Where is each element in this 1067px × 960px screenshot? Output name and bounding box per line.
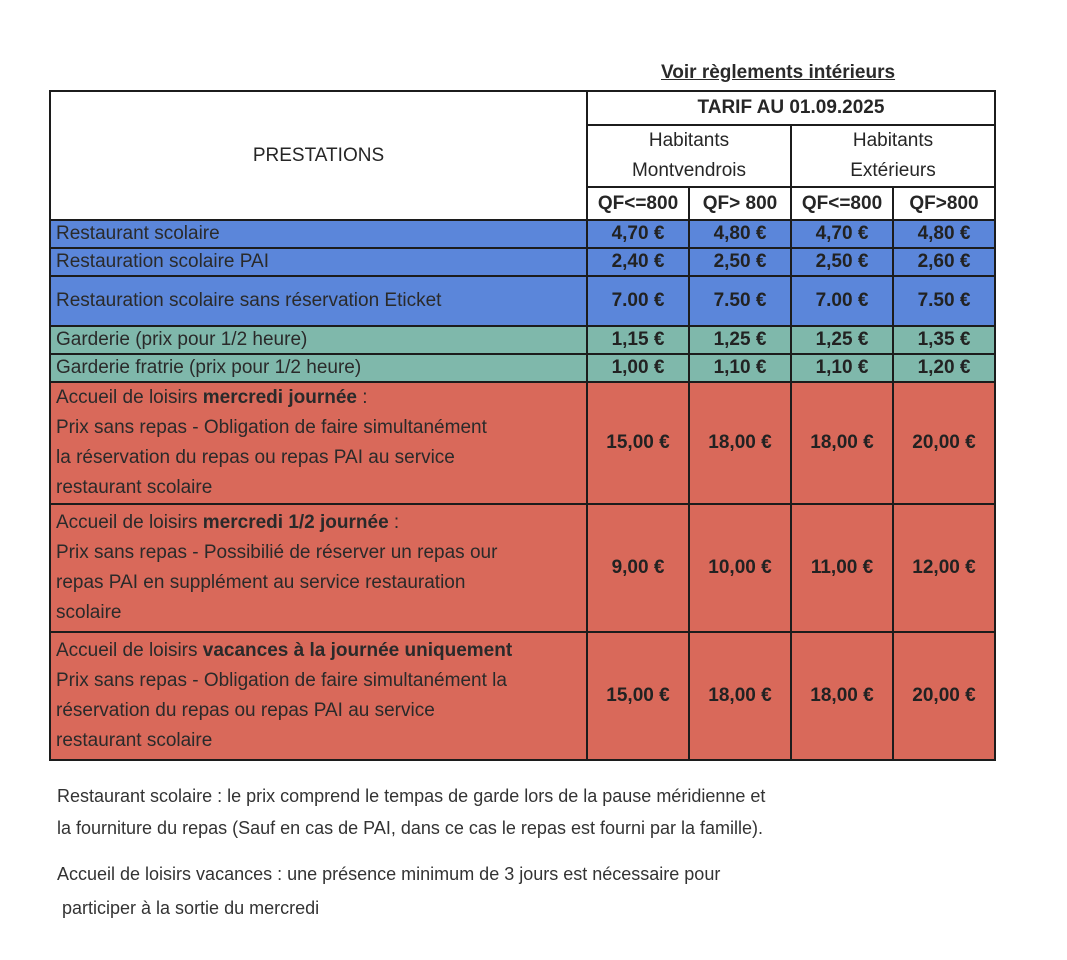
qf-column-header: QF>800 — [893, 187, 995, 220]
price-cell: 12,00 € — [893, 504, 995, 632]
label-suffix: : — [356, 387, 368, 408]
price-cell: 4,80 € — [893, 220, 995, 248]
group1-line1: Habitants — [648, 130, 730, 151]
note-vacances-line1: Accueil de loisirs vacances : une présence minimum de 3 jours est nécessaire pour — [57, 864, 721, 884]
price-cell: 2,50 € — [689, 248, 791, 276]
price-cell: 1,10 € — [689, 354, 791, 382]
price-cell: 18,00 € — [791, 632, 893, 760]
price-cell: 1,15 € — [587, 326, 689, 354]
row-label: Restauration scolaire PAI — [50, 248, 587, 276]
label-line — [56, 636, 586, 666]
price-cell: 18,00 € — [689, 632, 791, 760]
note-vacances-line2: participer à la sortie du mercredi — [57, 898, 320, 918]
label-bold: mercredi 1/2 journée — [202, 512, 389, 533]
row-label: Restaurant scolaire — [50, 220, 587, 248]
row-label: Garderie fratrie (prix pour 1/2 heure) — [50, 354, 587, 382]
label-line: Prix sans repas - Possibilié de réserver un repas our — [56, 542, 498, 563]
label-prefix: Accueil de loisirs — [56, 640, 203, 661]
label-bold: vacances à la journée uniquement — [202, 640, 513, 661]
reglements-interieurs-link[interactable]: Voir règlements intérieurs — [661, 62, 896, 83]
row-label — [50, 382, 587, 504]
group-exterieurs — [791, 125, 995, 187]
table-row — [50, 354, 995, 382]
price-cell: 2,40 € — [587, 248, 689, 276]
price-cell: 7.00 € — [791, 276, 893, 326]
price-cell: 20,00 € — [893, 382, 995, 504]
note-restaurant-line2: la fourniture du repas (Sauf en cas de PAI, dans ce cas le repas est fourni par la famille). — [57, 818, 764, 838]
label-line: Prix sans repas - Obligation de faire simultanément la — [56, 670, 507, 691]
label-line: la réservation du repas ou repas PAI au service — [56, 447, 455, 468]
group2-line2: Extérieurs — [850, 160, 936, 181]
table-row — [50, 504, 995, 632]
price-cell: 7.00 € — [587, 276, 689, 326]
group-montvendrois — [587, 125, 791, 187]
price-cell: 20,00 € — [893, 632, 995, 760]
price-cell: 4,80 € — [689, 220, 791, 248]
price-cell: 1,25 € — [689, 326, 791, 354]
table-row — [50, 326, 995, 354]
label-line: repas PAI en supplément au service restauration — [56, 572, 466, 593]
table-row — [50, 276, 995, 326]
prestations-header: PRESTATIONS — [50, 91, 587, 220]
price-cell: 7.50 € — [689, 276, 791, 326]
label-line — [56, 383, 586, 413]
table-row — [50, 248, 995, 276]
label-line — [56, 508, 586, 538]
row-label: Garderie (prix pour 1/2 heure) — [50, 326, 587, 354]
price-cell: 1,10 € — [791, 354, 893, 382]
label-line: scolaire — [56, 602, 122, 623]
label-line: Prix sans repas - Obligation de faire simultanément — [56, 417, 487, 438]
price-cell: 15,00 € — [587, 632, 689, 760]
price-cell: 1,20 € — [893, 354, 995, 382]
group2-line1: Habitants — [852, 130, 934, 151]
price-cell: 7.50 € — [893, 276, 995, 326]
label-line: réservation du repas ou repas PAI au service — [56, 700, 435, 721]
label-line: restaurant scolaire — [56, 477, 213, 498]
qf-column-header: QF> 800 — [689, 187, 791, 220]
price-cell: 9,00 € — [587, 504, 689, 632]
price-cell: 11,00 € — [791, 504, 893, 632]
table-row — [50, 382, 995, 504]
price-cell: 10,00 € — [689, 504, 791, 632]
price-cell: 15,00 € — [587, 382, 689, 504]
label-prefix: Accueil de loisirs — [56, 387, 203, 408]
price-cell: 1,35 € — [893, 326, 995, 354]
label-bold: mercredi journée — [202, 387, 357, 408]
tarif-title: TARIF AU 01.09.2025 — [587, 91, 995, 125]
qf-column-header: QF<=800 — [587, 187, 689, 220]
table-row — [50, 220, 995, 248]
price-cell: 18,00 € — [689, 382, 791, 504]
label-line: restaurant scolaire — [56, 730, 213, 751]
price-cell: 18,00 € — [791, 382, 893, 504]
row-label — [50, 632, 587, 760]
price-cell: 4,70 € — [791, 220, 893, 248]
price-cell: 1,00 € — [587, 354, 689, 382]
group1-line2: Montvendrois — [631, 160, 747, 181]
row-label: Restauration scolaire sans réservation Eticket — [50, 276, 587, 326]
label-suffix: : — [388, 512, 400, 533]
table-row — [50, 632, 995, 760]
price-cell: 2,60 € — [893, 248, 995, 276]
price-cell: 2,50 € — [791, 248, 893, 276]
price-cell: 1,25 € — [791, 326, 893, 354]
label-prefix: Accueil de loisirs — [56, 512, 203, 533]
row-label — [50, 504, 587, 632]
tarifs-table — [49, 90, 996, 761]
note-restaurant-line1: Restaurant scolaire : le prix comprend le tempas de garde lors de la pause méridienne et — [57, 786, 766, 806]
qf-column-header: QF<=800 — [791, 187, 893, 220]
price-cell: 4,70 € — [587, 220, 689, 248]
